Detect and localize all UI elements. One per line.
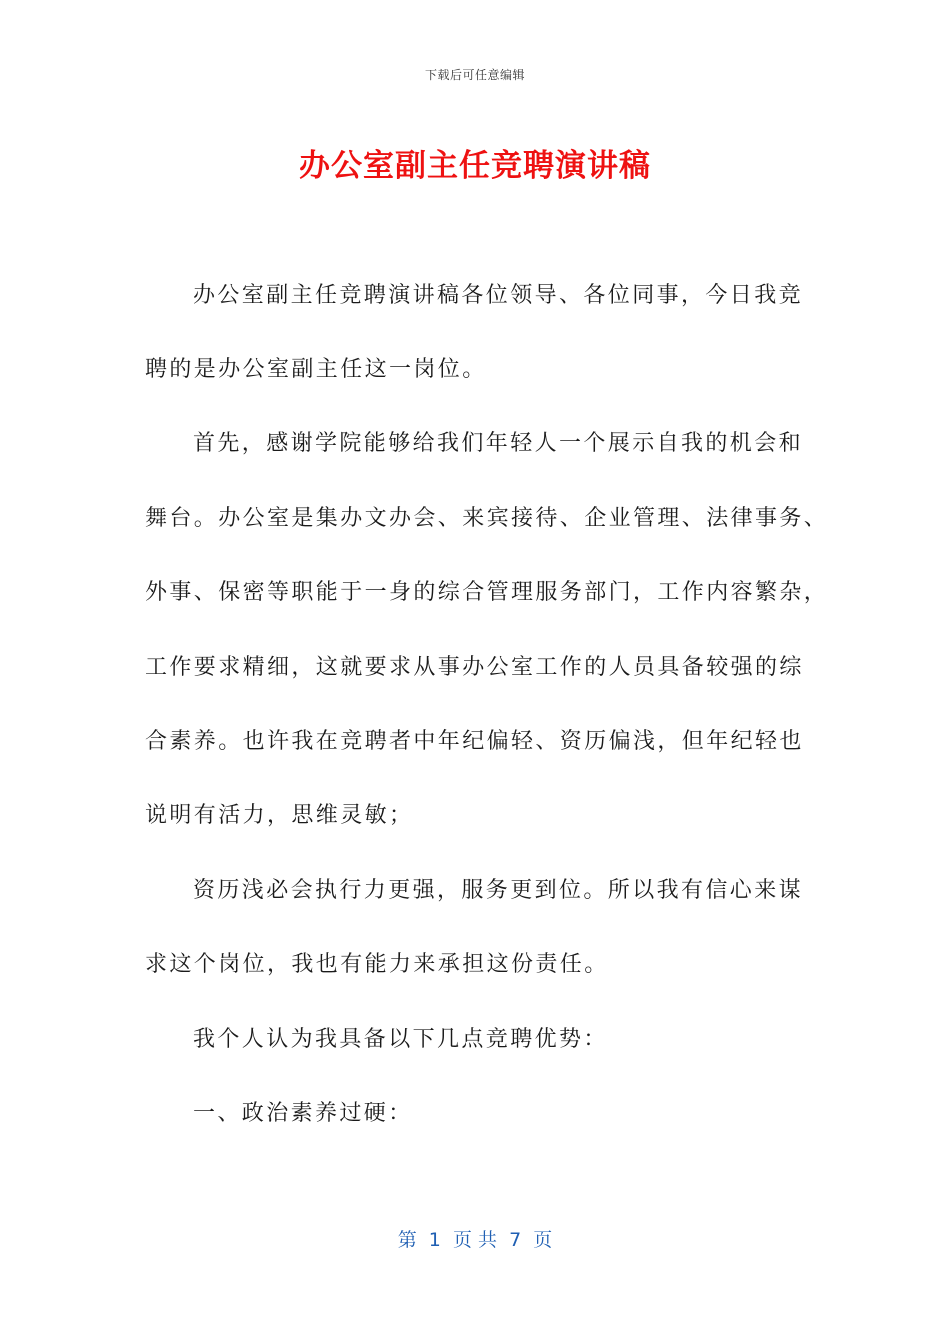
- body-line: 聘的是办公室副主任这一岗位。: [145, 357, 487, 382]
- body-line: 首先，感谢学院能够给我们年轻人一个展示自我的机会和: [193, 431, 804, 456]
- body-line: 办公室副主任竞聘演讲稿各位领导、各位同事，今日我竞: [193, 283, 804, 308]
- body-line: 合素养。也许我在竞聘者中年纪偏轻、资历偏浅，但年纪轻也: [145, 729, 804, 754]
- body-line: 工作要求精细，这就要求从事办公室工作的人员具备较强的综: [145, 655, 804, 680]
- document-title: 办公室副主任竞聘演讲稿: [299, 148, 651, 184]
- body-line: 说明有活力，思维灵敏；: [145, 803, 414, 828]
- body-line: 舞台。办公室是集办文办会、来宾接待、企业管理、法律事务、: [145, 506, 829, 531]
- body-line: 我个人认为我具备以下几点竞聘优势：: [193, 1027, 608, 1052]
- page-header: 下载后可任意编辑: [424, 68, 525, 82]
- body-line: 资历浅必会执行力更强，服务更到位。所以我有信心来谋: [193, 878, 804, 903]
- body-line: 求这个岗位，我也有能力来承担这份责任。: [145, 952, 609, 977]
- body-line: 一、政治素养过硬：: [193, 1101, 413, 1126]
- body-line: 外事、保密等职能于一身的综合管理服务部门，工作内容繁杂，: [145, 580, 829, 605]
- page-footer: 第 1 页 共 7 页: [397, 1229, 553, 1251]
